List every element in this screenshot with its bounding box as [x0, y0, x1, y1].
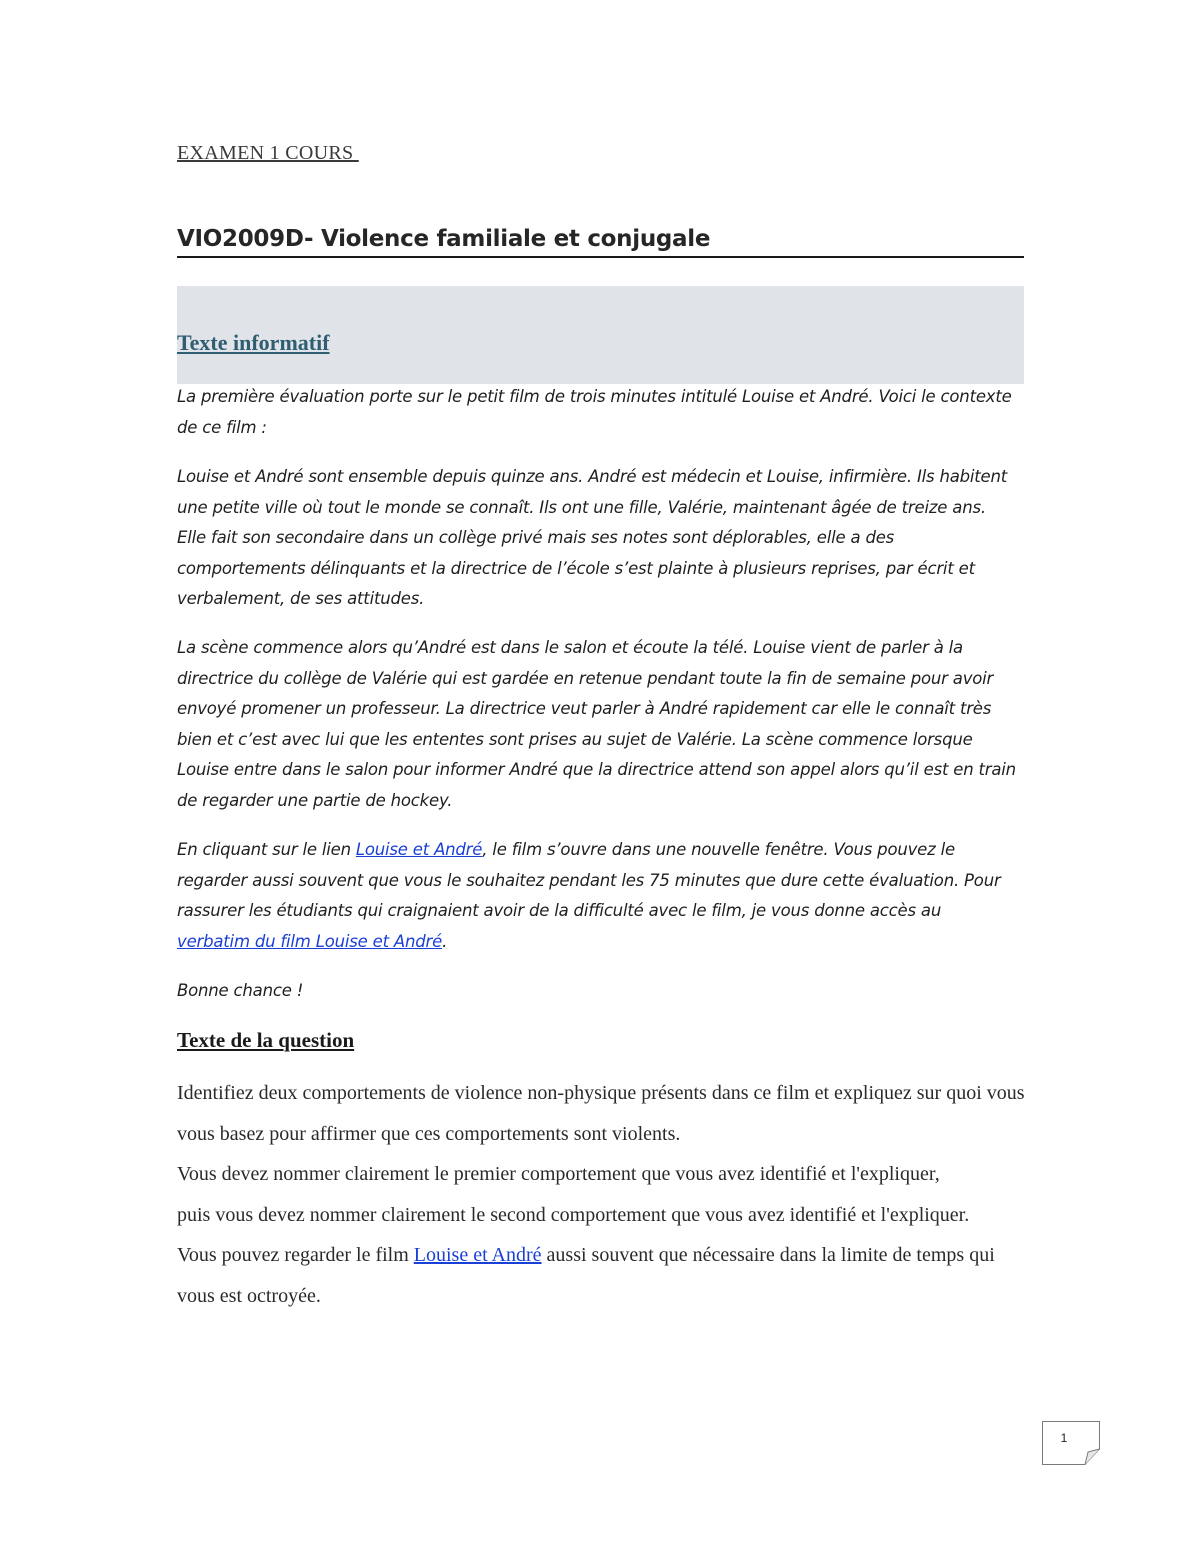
- question-line-4-start: Vous pouvez regarder le film: [177, 1244, 414, 1266]
- link-paragraph-text-start: En cliquant sur le lien: [177, 840, 356, 859]
- link-paragraph: [177, 835, 1017, 957]
- page-number: 1: [1060, 1431, 1068, 1445]
- link-paragraph-text-middle: , le film s’ouvre dans une nouvelle fenêtre. Vous pouvez le regarder aussi souvent que vous le souhaitez pendant les 75 minutes que dure cette évaluation. Pour rassurer les étudiants qui craignaient avoir de la difficulté avec le film, je vous donne accès au: [177, 840, 1001, 920]
- good-luck-text: Bonne chance !: [177, 981, 304, 1000]
- question-line-3: puis vous devez nommer clairement le second comportement que vous avez identifié et l'expliquer.: [177, 1203, 970, 1226]
- question-text: [177, 1073, 1027, 1316]
- course-title: VIO2009D- Violence familiale et conjugale: [177, 226, 1024, 258]
- question-film-link[interactable]: Louise et André: [413, 1244, 542, 1266]
- scene-paragraph: La scène commence alors qu’André est dans le salon et écoute la télé. Louise vient de parler à la directrice du collège de Valérie qui est gardée en retenue pendant toute la fin de semaine pour avoir envoyé promener un professeur. La directrice veut parler à André rapidement car elle le connaît très bien et c’est avec lui que les ententes sont prises au sujet de Valérie. La scène commence lorsque Louise entre dans le salon pour informer André que la directrice attend son appel alors qu’il est en train de regarder une partie de hockey.: [177, 638, 1016, 810]
- link-paragraph-text-end: .: [442, 931, 448, 951]
- context-paragraph: Louise et André sont ensemble depuis quinze ans. André est médecin et Louise, infirmière. Ils habitent une petite ville où tout le monde se connaît. Ils ont une fille, Valérie, maintenant âgée de treize ans. Elle fait son secondaire dans un collège privé mais ses notes sont déplorables, elle a des comportements délinquants et la directrice de l’école s’est plainte à plusieurs reprises, par écrit et verbalement, de ses attitudes.: [177, 467, 1008, 608]
- info-heading: Texte informatif: [177, 330, 330, 355]
- film-link[interactable]: Louise et André: [355, 840, 483, 859]
- page-number-badge: [1042, 1421, 1099, 1464]
- intro-paragraph: La première évaluation porte sur le petit film de trois minutes intitulé Louise et André. Voici le contexte de ce film :: [177, 387, 1012, 437]
- verbatim-link[interactable]: verbatim du film Louise et André: [177, 931, 443, 951]
- question-heading: Texte de la question: [177, 1028, 355, 1052]
- exam-title: EXAMEN 1 COURS: [177, 142, 359, 164]
- question-line-2: Vous devez nommer clairement le premier comportement que vous avez identifié et l'expliquer,: [177, 1163, 940, 1185]
- question-line-1: Identifiez deux comportements de violence non-physique présents dans ce film et expliquez sur quoi vous vous basez pour affirmer que ces comportements sont violents.: [177, 1082, 1025, 1145]
- question-line-4: [177, 1235, 1027, 1316]
- question-line-4-end: aussi souvent que nécessaire dans la limite de temps qui vous est octroyée.: [177, 1244, 995, 1307]
